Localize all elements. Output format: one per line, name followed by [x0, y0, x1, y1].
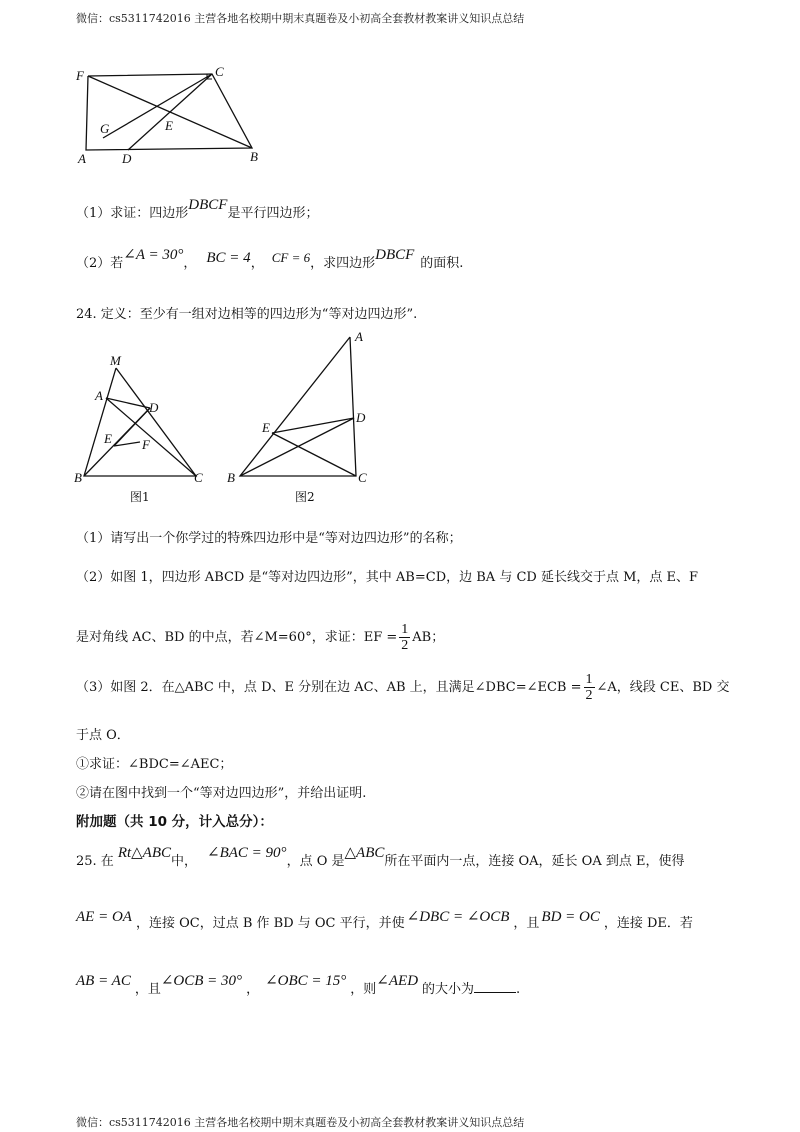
fig1-label-M: M [110, 353, 121, 368]
figure-parallelogram [70, 62, 270, 172]
page-header: 微信：cs5311742016 主营各地名校期中期末真题卷及小初高全套教材教案讲义知识点总结 [76, 12, 525, 25]
fig1-label-D: D [149, 400, 159, 415]
q24-part3-line2: 于点 O． [76, 728, 130, 743]
figure-1 [72, 350, 212, 505]
q24-part3-item1: ①求证：∠BDC=∠AEC； [76, 757, 233, 772]
label-B: B [250, 149, 258, 164]
fig2-label-C: C [358, 470, 367, 485]
fig1-label-B: B [74, 470, 82, 485]
fig2-label-D: D [356, 410, 366, 425]
q24-part2-line1: （2）如图 1，四边形 ABCD 是“等对边四边形”，其中 AB=CD，边 BA 与 CD 延长线交于点 M，点 E、F [76, 570, 699, 585]
fig1-label-F: F [142, 437, 150, 452]
figure-2 [222, 325, 382, 505]
q24-definition: 24. 定义：至少有一组对边相等的四边形为“等对边四边形”. [76, 307, 418, 322]
extra-section-title: 附加题（共 10 分，计入总分）： [76, 814, 273, 830]
label-E: E [165, 118, 173, 133]
label-F: F [76, 68, 84, 83]
q25-line3: AB = AC，且∠OCB = 30°，∠OBC = 15°，则∠AED的大小为 . [76, 973, 521, 997]
fig1-label-E: E [104, 431, 112, 446]
q24-part3-item2: ②请在图中找到一个“等对边四边形”，并给出证明. [76, 786, 367, 801]
q23-part1: （1）求证：四边形DBCF是平行四边形； [76, 197, 319, 221]
q24-part2-line2: 是对角线 AC、BD 的中点，若∠M=60°，求证：EF = $\frac{1}{2}$ AB； [76, 622, 445, 653]
fraction-half-2: $\frac{1}{2}$ [585, 672, 593, 703]
q24-part1: （1）请写出一个你学过的特殊四边形中是“等对边四边形”的名称； [76, 531, 462, 546]
fig2-label-E: E [262, 420, 270, 435]
fig1-label-A: A [95, 388, 103, 403]
fig1-label-C: C [194, 470, 203, 485]
label-A: A [78, 151, 86, 166]
q25-line1: 25. 在Rt△ABC中，∠BAC = 90°，点 O 是△ABC所在平面内一点，连接 OA，延长 OA 到点 E，使得 [76, 845, 685, 869]
q25-line2: AE = OA ，连接 OC，过点 B 作 BD 与 OC 平行，并使 ∠DBC = ∠OCB ，且 BD = OC ，连接 DE．若 [76, 909, 693, 931]
fraction-half: $\frac{1}{2}$ [401, 622, 409, 653]
page-footer: 微信：cs5311742016 主营各地名校期中期末真题卷及小初高全套教材教案讲义知识点总结 [76, 1116, 525, 1129]
label-C: C [215, 64, 224, 79]
answer-blank[interactable] [474, 980, 516, 993]
q23-part2: （2）若∠A = 30°， BC = 4， CF = 6，求四边形DBCF的面积. [76, 247, 464, 271]
q24-part3-line1: （3）如图 2．在△ABC 中，点 D、E 分别在边 AC、AB 上，且满足∠DBC=∠ECB = $\frac{1}{2}$ ∠A，线段 CE、BD 交 [76, 672, 730, 703]
fig2-label-B: B [227, 470, 235, 485]
label-G: G [100, 121, 110, 136]
fig2-caption: 图2 [295, 490, 315, 504]
fig1-caption: 图1 [130, 490, 150, 504]
fig2-label-A: A [355, 329, 363, 344]
label-D: D [122, 151, 132, 166]
